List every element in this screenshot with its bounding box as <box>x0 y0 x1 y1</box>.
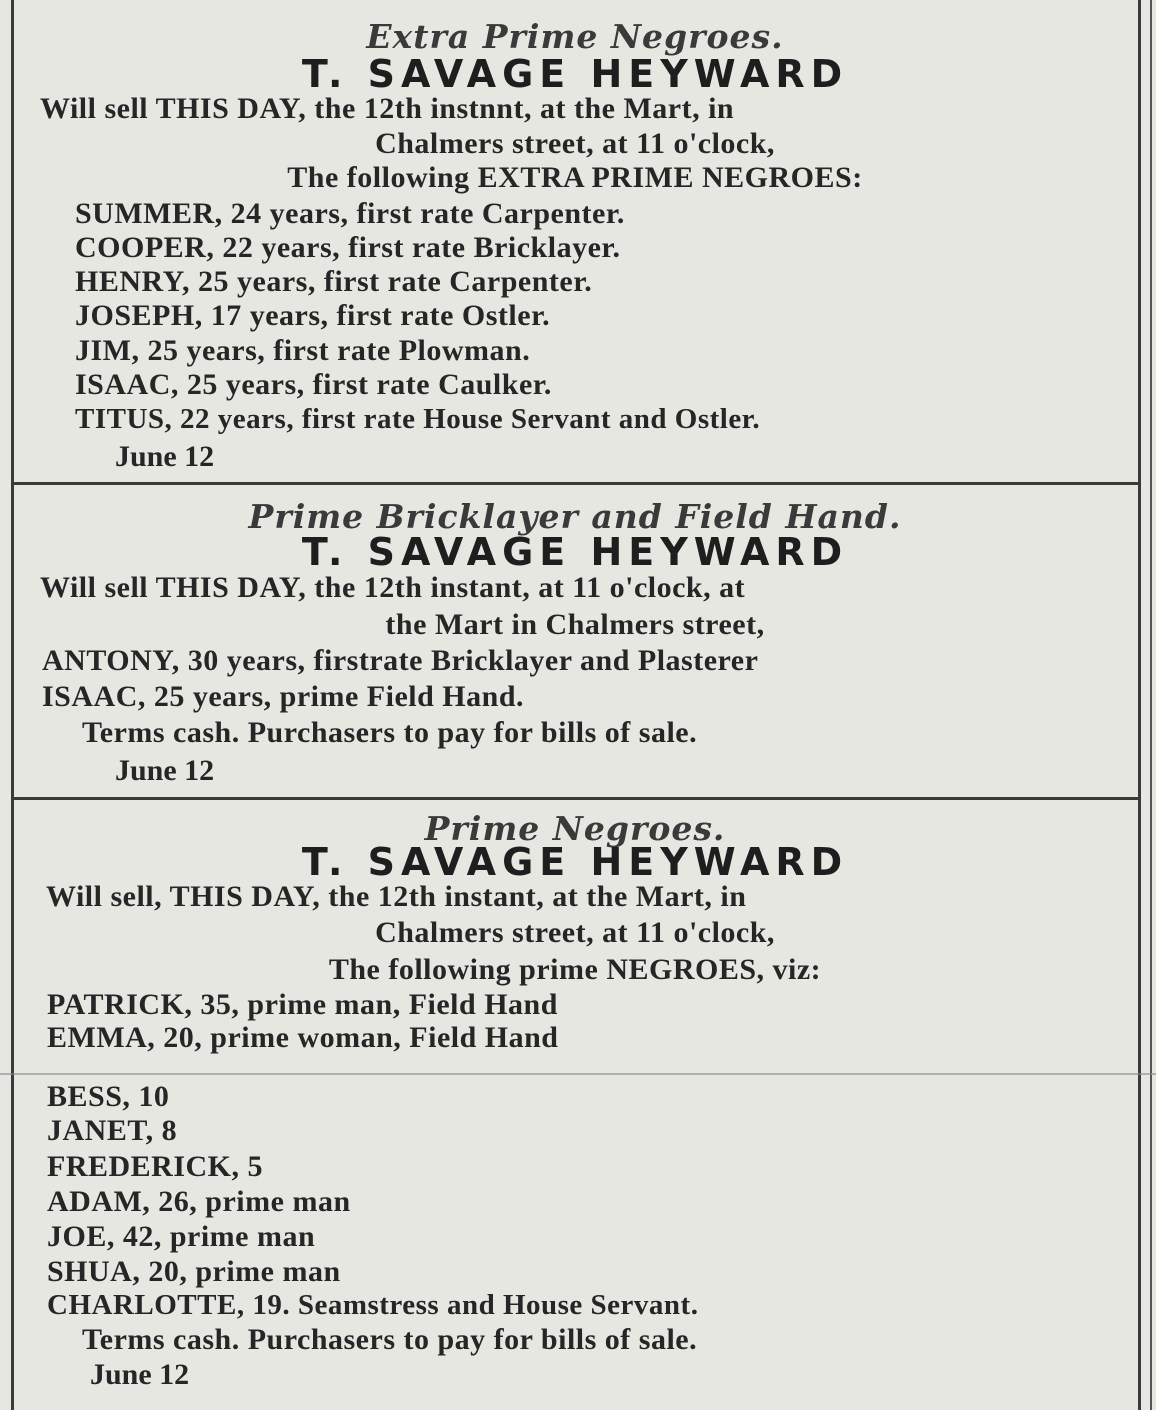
list-item: JOSEPH, 17 years, first rate Ostler. <box>75 299 551 332</box>
scan-artifact-line <box>0 1073 1156 1075</box>
ad-date: June 12 <box>115 440 215 473</box>
list-item: JIM, 25 years, first rate Plowman. <box>75 334 531 367</box>
list-item: CHARLOTTE, 19. Seamstress and House Servant. <box>47 1289 699 1321</box>
list-item: SUMMER, 24 years, first rate Carpenter. <box>75 197 625 230</box>
list-item: PATRICK, 35, prime man, Field Hand <box>47 988 558 1021</box>
auctioneer-name: T. SAVAGE HEYWARD <box>301 530 849 574</box>
intro-line: The following EXTRA PRIME NEGROES: <box>287 161 863 194</box>
list-item: FREDERICK, 5 <box>47 1150 264 1183</box>
list-item: HENRY, 25 years, first rate Carpenter. <box>75 265 593 298</box>
list-item: ADAM, 26, prime man <box>47 1185 351 1218</box>
auctioneer-name: T. SAVAGE HEYWARD <box>301 52 849 96</box>
list-item: COOPER, 22 years, first rate Bricklayer. <box>75 231 621 264</box>
intro-line: Will sell THIS DAY, the 12th instnnt, at the Mart, in <box>40 92 735 125</box>
list-item: JOE, 42, prime man <box>47 1220 316 1253</box>
list-item: JANET, 8 <box>47 1114 178 1147</box>
intro-line: Will sell, THIS DAY, the 12th instant, at the Mart, in <box>46 880 747 913</box>
intro-line: the Mart in Chalmers street, <box>385 608 765 641</box>
list-item: SHUA, 20, prime man <box>47 1255 341 1288</box>
ad-divider <box>14 482 1138 485</box>
ad-heading: Prime Bricklayer and Field Hand. <box>248 497 902 536</box>
ad-date: June 12 <box>115 754 215 787</box>
auctioneer-name: T. SAVAGE HEYWARD <box>301 840 849 884</box>
list-item: ISAAC, 25 years, first rate Caulker. <box>75 368 552 401</box>
intro-line: Will sell THIS DAY, the 12th instant, at 11 o'clock, at <box>40 571 746 604</box>
outer-column-rule <box>1150 0 1152 1410</box>
ad-heading: Extra Prime Negroes. <box>366 17 784 56</box>
intro-line: The following prime NEGROES, viz: <box>328 953 822 986</box>
list-item: TITUS, 22 years, first rate House Servant and Ostler. <box>75 403 761 435</box>
intro-line: Chalmers street, at 11 o'clock, <box>375 916 775 949</box>
list-item: ANTONY, 30 years, firstrate Bricklayer and Plasterer <box>42 644 759 677</box>
ad-terms: Terms cash. Purchasers to pay for bills of sale. <box>82 716 698 749</box>
ad-divider <box>14 797 1138 800</box>
list-item: ISAAC, 25 years, prime Field Hand. <box>42 680 524 713</box>
ad-date: June 12 <box>90 1358 190 1391</box>
ad-heading: Prime Negroes. <box>424 809 726 848</box>
intro-line: Chalmers street, at 11 o'clock, <box>375 127 775 160</box>
left-column-rule <box>11 0 14 1410</box>
list-item: EMMA, 20, prime woman, Field Hand <box>47 1021 559 1054</box>
right-column-rule <box>1138 0 1141 1410</box>
list-item: BESS, 10 <box>47 1080 170 1113</box>
ad-terms: Terms cash. Purchasers to pay for bills of sale. <box>82 1323 698 1356</box>
